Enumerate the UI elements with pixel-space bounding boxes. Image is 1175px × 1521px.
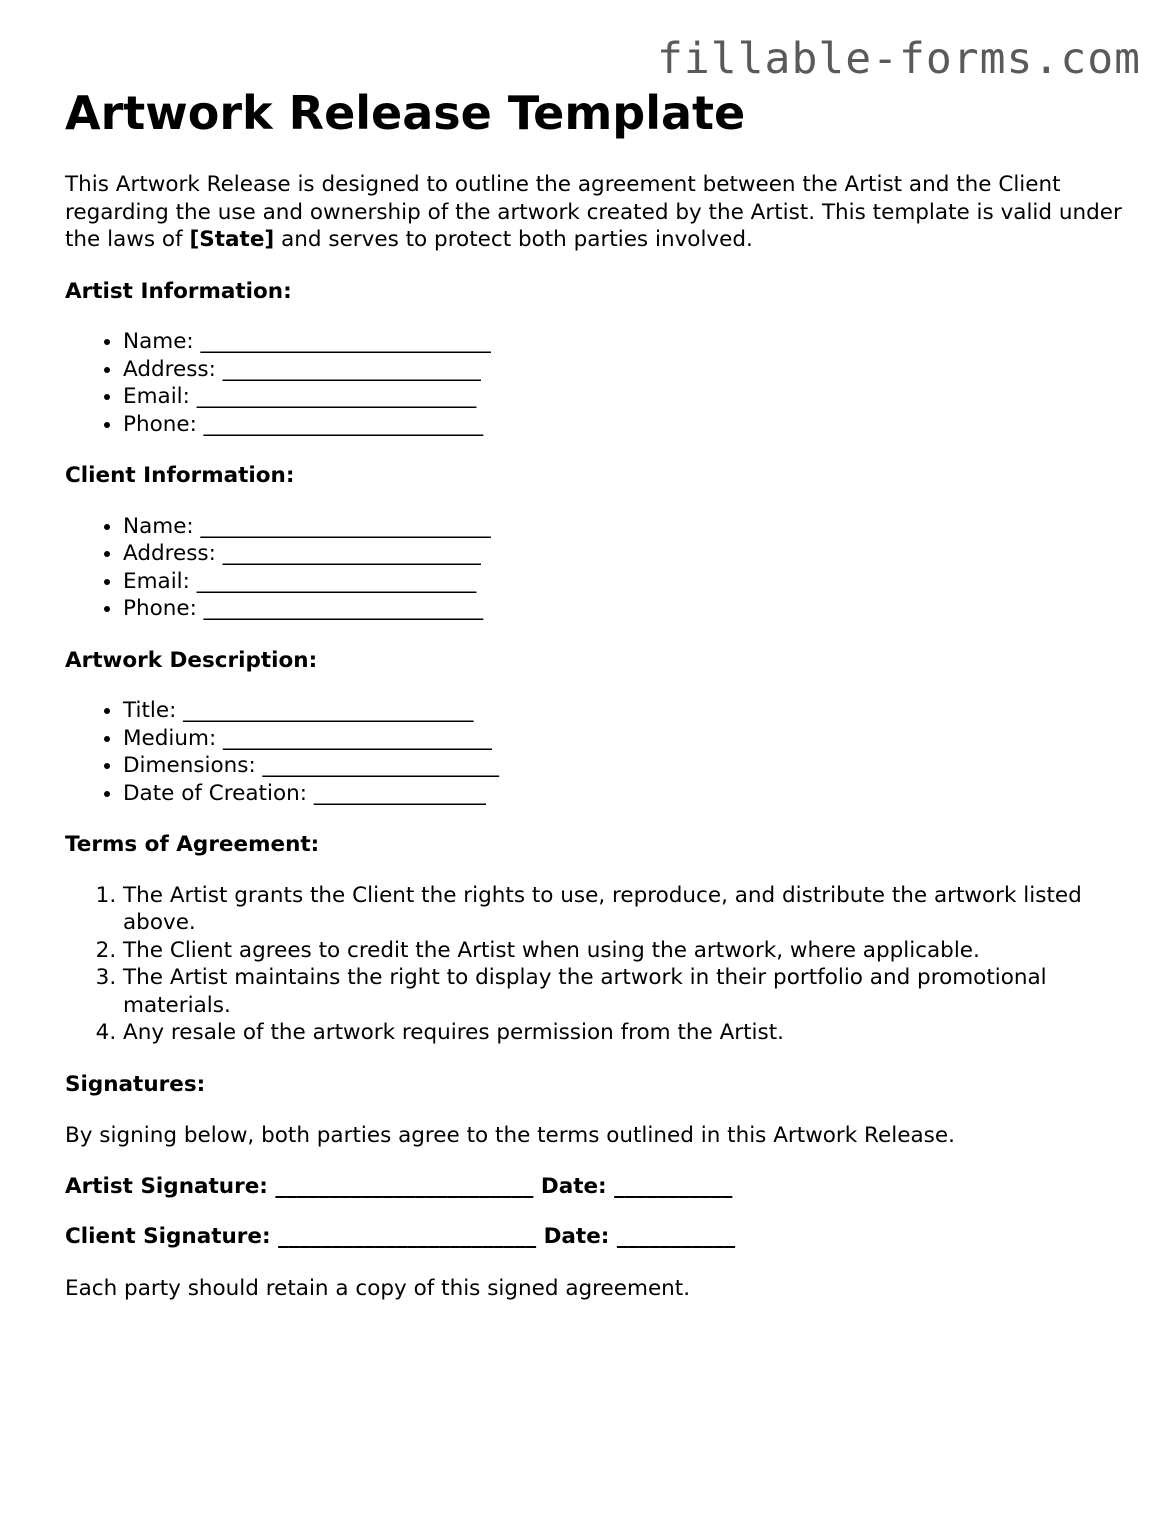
state-placeholder: [State] — [189, 227, 275, 253]
artist-email-field: • Email: __________________________ — [123, 383, 1125, 411]
artwork-description-heading: Artwork Description: — [65, 647, 318, 673]
signatures-statement: By signing below, both parties agree to the terms outlined in this Artwork Release. — [65, 1123, 955, 1149]
artwork-dimensions-field: • Dimensions: ______________________ — [123, 752, 1125, 780]
artist-info-list — [65, 328, 1125, 438]
client-address-field: • Address: ________________________ — [123, 540, 1125, 568]
artist-info-heading: Artist Information: — [65, 278, 292, 304]
artwork-medium-field: • Medium: _________________________ — [123, 725, 1125, 753]
client-info-heading: Client Information: — [65, 463, 295, 489]
terms-item: 1. The Artist grants the Client the rights to use, reproduce, and distribute the artwork listed above. — [123, 882, 1125, 937]
intro-text-after: and serves to protect both parties involved. — [274, 227, 753, 253]
intro-text-before: This Artwork Release is designed to outline the agreement between the Artist and the Client regarding the use and ownership of the artwork created by the Artist. This template is valid under the laws of — [65, 172, 1122, 253]
client-info-list — [65, 513, 1125, 623]
client-email-field: • Email: __________________________ — [123, 568, 1125, 596]
artist-name-field: • Name: ___________________________ — [123, 328, 1125, 356]
terms-item: 4. Any resale of the artwork requires permission from the Artist. — [123, 1019, 1125, 1047]
artwork-description-list — [65, 697, 1125, 807]
terms-heading: Terms of Agreement: — [65, 832, 320, 858]
signatures-heading: Signatures: — [65, 1071, 206, 1097]
terms-item: 2. The Client agrees to credit the Artist when using the artwork, where applicable. — [123, 937, 1125, 965]
terms-item: 3. The Artist maintains the right to display the artwork in their portfolio and promotional materials. — [123, 964, 1125, 1019]
document-body — [65, 86, 1125, 1302]
client-name-field: • Name: ___________________________ — [123, 513, 1125, 541]
intro-paragraph — [65, 171, 1125, 254]
document-title: Artwork Release Template — [65, 86, 746, 140]
artist-signature-line: Artist Signature: ________________________ Date: ___________ — [65, 1173, 733, 1199]
client-phone-field: • Phone: __________________________ — [123, 595, 1125, 623]
artist-phone-field: • Phone: __________________________ — [123, 411, 1125, 439]
artwork-date-field: • Date of Creation: ________________ — [123, 780, 1125, 808]
watermark: fillable-forms.com — [657, 34, 1141, 84]
closing-note: Each party should retain a copy of this signed agreement. — [65, 1275, 691, 1301]
artist-address-field: • Address: ________________________ — [123, 356, 1125, 384]
terms-list — [65, 882, 1125, 1047]
artwork-title-field: • Title: ___________________________ — [123, 697, 1125, 725]
client-signature-line: Client Signature: ________________________ Date: ___________ — [65, 1224, 736, 1250]
